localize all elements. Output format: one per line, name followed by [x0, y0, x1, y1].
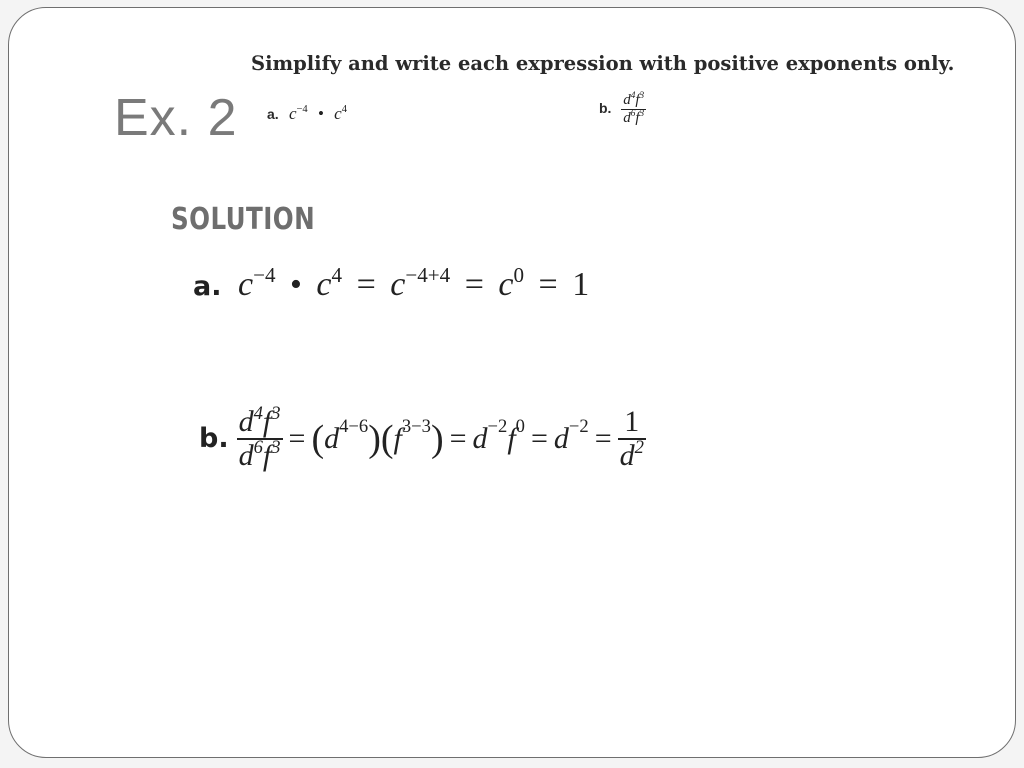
- solution-b-f-diff: 3−3: [401, 415, 431, 437]
- solution-a-result: 1: [572, 266, 590, 303]
- problem-a-label: a.: [267, 106, 279, 122]
- problem-b-label: b.: [599, 100, 612, 117]
- problem-b-denominator: $d^6f^3$: [623, 109, 645, 127]
- slide: [8, 7, 1016, 758]
- problem-b: [599, 92, 646, 128]
- problem-a-exp-1: −4: [296, 104, 308, 116]
- solution-b: b. $\frac{d^4f^3}{d^6f^3}$ = ( d $^{4-6}$ ) ( f $^{3-3}$ ) = d $^{-2}$ f $^0$ = d $^{-2}$ = $\frac{1}{d^2}$: [199, 403, 644, 472]
- problem-a-dot: •: [317, 104, 324, 123]
- problem-a-base-2: c: [334, 104, 342, 123]
- solution-a-exp-sum: −4+4: [405, 262, 451, 287]
- slide-title: Ex. 2: [114, 89, 238, 147]
- solution-b-fraction-left: $\frac{d^4f^3}{d^6f^3}$: [238, 403, 281, 472]
- solution-b-fraction-result: $\frac{1}{d^2}$: [619, 405, 644, 472]
- solution-b-label: b.: [199, 423, 229, 454]
- solution-b-d-diff: 4−6: [339, 415, 369, 437]
- problem-a-exp-2: 4: [341, 104, 347, 116]
- solution-a: a. $c^{-4}$ • $c^4 = c^{-4+4} = c^0 = 1$: [193, 262, 590, 303]
- instruction-text: Simplify and write each expression with positive exponents only.: [251, 52, 955, 75]
- solution-a-dot: •: [290, 266, 302, 303]
- solution-a-label: a.: [193, 271, 222, 302]
- problem-b-numerator: $d^4f^3$: [623, 91, 645, 108]
- problem-b-fraction: [621, 92, 646, 128]
- problem-a: [267, 104, 347, 124]
- solution-heading: SOLUTION: [171, 202, 316, 237]
- problem-a-base-1: c: [288, 104, 297, 123]
